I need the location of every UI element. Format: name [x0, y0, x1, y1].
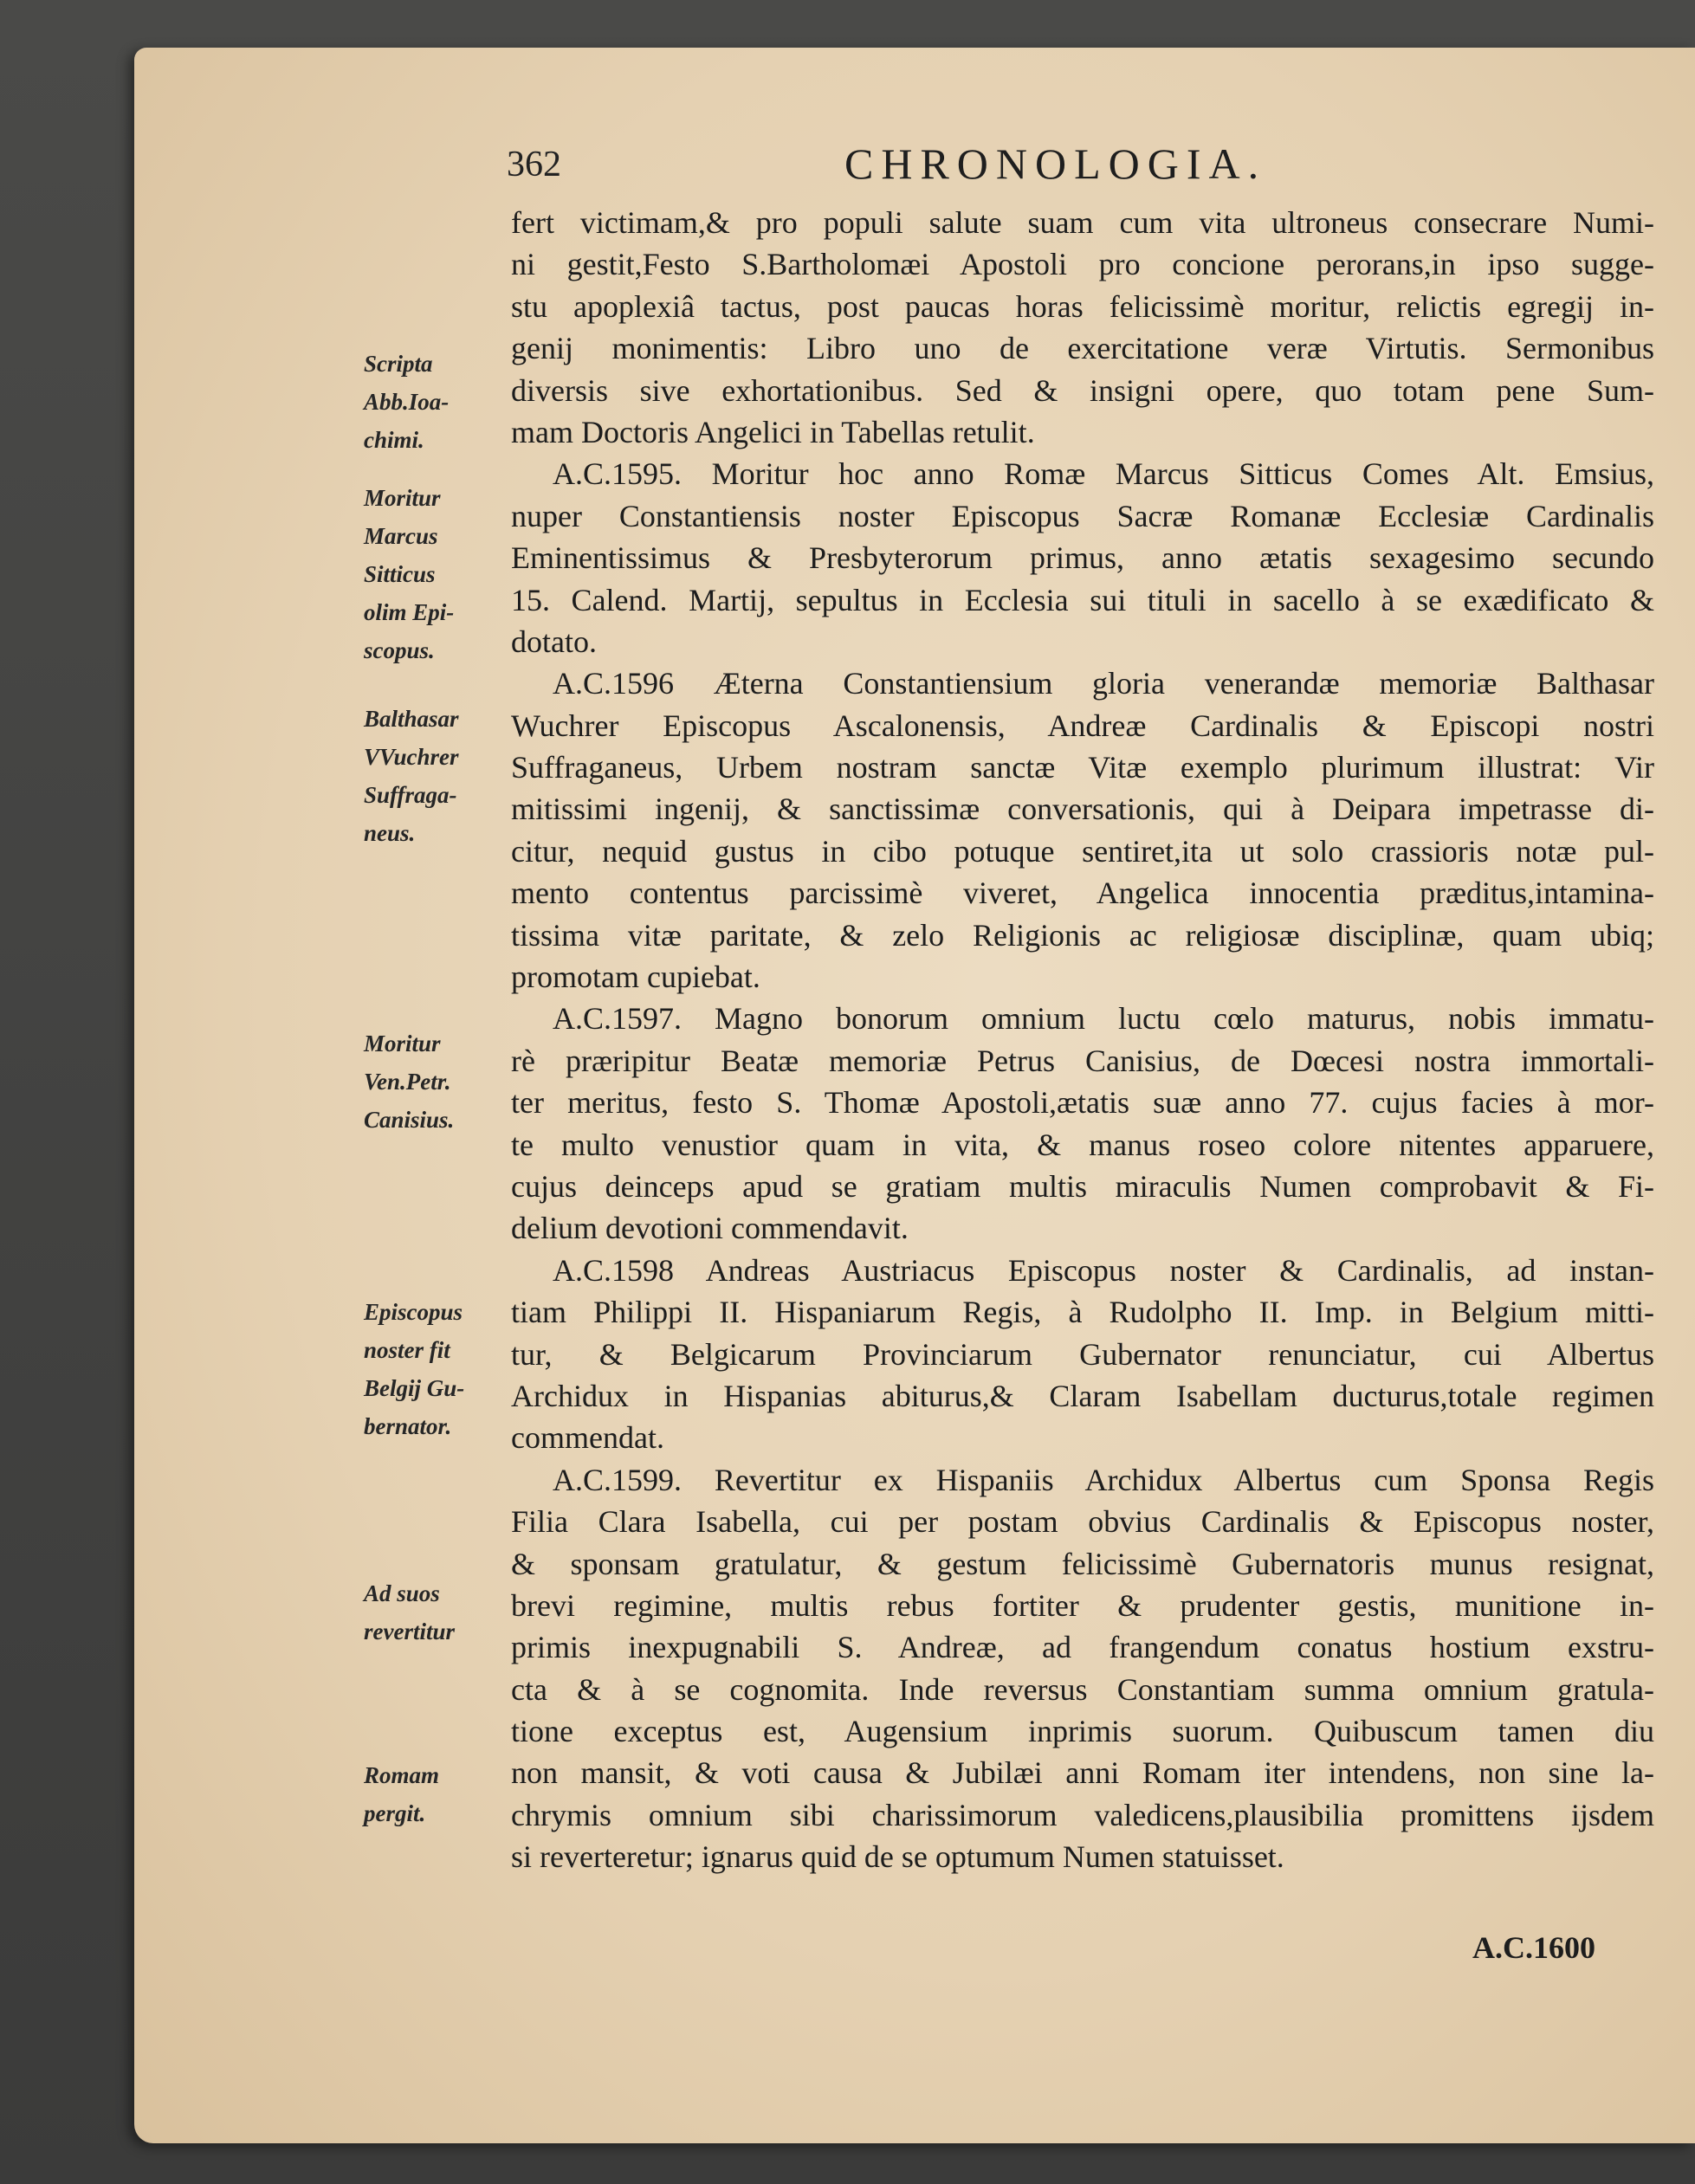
margin-note: Moritur Marcus Sitticus olim Epi- scopus.	[364, 485, 455, 663]
text-line: citur, nequid gustus in cibo potuque sentiret,ita ut solo crassioris notæ pul-	[511, 833, 1654, 869]
text-line: promotam cupiebat.	[511, 960, 760, 995]
text-line: Archidux in Hispanias abiturus,& Claram Isabellam ducturus,totale regimen	[511, 1378, 1654, 1413]
catchword: A.C.1600	[1472, 1930, 1595, 1965]
text-line: & sponsam gratulatur, & gestum felicissimè Gubernatoris munus resignat,	[511, 1546, 1654, 1581]
text-line: 15. Calend. Martij, sepultus in Ecclesia sui tituli in sacello à se exædificato &	[511, 582, 1654, 617]
body-text	[511, 202, 1654, 1878]
text-line: Wuchrer Episcopus Ascalonensis, Andreæ Cardinalis & Episcopi nostri	[511, 708, 1654, 743]
text-line: ni gestit,Festo S.Bartholomæi Apostoli pro concione perorans,in ipso sugge-	[511, 247, 1654, 282]
margin-note: Romam pergit.	[364, 1762, 440, 1826]
text-line: tiam Philippi II. Hispaniarum Regis, à Rudolpho II. Imp. in Belgium mitti-	[511, 1295, 1654, 1330]
text-line: cujus deinceps apud se gratiam multis miraculis Numen comprobavit & Fi-	[511, 1168, 1654, 1204]
page-number: 362	[507, 145, 561, 184]
margin-note: Moritur Ven.Petr. Canisius.	[364, 1031, 455, 1133]
text-line: mam Doctoris Angelici in Tabellas retulit.	[511, 414, 1035, 449]
text-line: ter meritus, festo S. Thomæ Apostoli,ætatis suæ anno 77. cujus facies à mor-	[511, 1085, 1654, 1121]
margin-note: Ad suos revertitur	[364, 1580, 455, 1644]
running-head	[507, 139, 1685, 199]
text-line: si reverteretur; ignarus quid de se optumum Numen statuisset.	[511, 1839, 1284, 1875]
text-line: cta & à se cognomita. Inde reversus Constantiam summa omnium gratula-	[511, 1671, 1654, 1707]
text-line: mitissimi ingenij, & sanctissimæ conversationis, qui à Deipara impetrasse di-	[511, 792, 1654, 827]
text-line: stu apoplexiâ tactus, post paucas horas felicissimè moritur, relictis egregij in-	[511, 288, 1654, 324]
text-line: mento contentus parcissimè viveret, Angelica innocentia præditus,intamina-	[511, 876, 1654, 911]
text-line: chrymis omnium sibi charissimorum valedicens,plausibilia promittens ijsdem	[511, 1797, 1654, 1832]
text-line: A.C.1598 Andreas Austriacus Episcopus noster & Cardinalis, ad instan-	[553, 1252, 1654, 1288]
text-line: primis inexpugnabili S. Andreæ, ad frangendum conatus hostium exstru-	[511, 1630, 1654, 1665]
text-line: rè præripitur Beatæ memoriæ Petrus Canisius, de Dœcesi nostra immortali-	[511, 1043, 1654, 1078]
text-line: A.C.1596 Æterna Constantiensium gloria venerandæ memoriæ Balthasar	[553, 666, 1654, 701]
text-line: tione exceptus est, Augensium inprimis suorum. Quibuscum tamen diu	[511, 1714, 1654, 1749]
text-line: te multo venustior quam in vita, & manus roseo colore nitentes apparuere,	[511, 1127, 1654, 1162]
running-title: CHRONOLOGIA.	[844, 139, 1267, 188]
text-line: delium devotioni commendavit.	[511, 1211, 909, 1246]
text-line: brevi regimine, multis rebus fortiter & prudenter gestis, munitione in-	[511, 1587, 1654, 1623]
text-line: Eminentissimus & Presbyterorum primus, anno ætatis sexagesimo secundo	[511, 540, 1654, 576]
text-line: tur, & Belgicarum Provinciarum Gubernator renunciatur, cui Albertus	[511, 1336, 1654, 1372]
text-line: A.C.1599. Revertitur ex Hispaniis Archidux Albertus cum Sponsa Regis	[553, 1462, 1654, 1497]
margin-note: Episcopus noster fit Belgij Gu- bernator.	[364, 1299, 465, 1439]
text-line: Filia Clara Isabella, cui per postam obvius Cardinalis & Episcopus noster,	[511, 1504, 1654, 1540]
text-line: diversis sive exhortationibus. Sed & insigni opere, quo totam pene Sum-	[511, 372, 1654, 408]
margin-note: Balthasar VVuchrer Suffraga- neus.	[364, 706, 459, 846]
margin-note: Scripta Abb.Ioa- chimi.	[364, 351, 450, 453]
text-line: A.C.1595. Moritur hoc anno Romæ Marcus Sitticus Comes Alt. Emsius,	[553, 456, 1654, 492]
text-line: commendat.	[511, 1420, 664, 1456]
text-line: fert victimam,& pro populi salute suam cum vita ultroneus consecrare Numi-	[511, 205, 1654, 240]
text-line: dotato.	[511, 624, 597, 659]
text-line: nuper Constantiensis noster Episcopus Sacræ Romanæ Ecclesiæ Cardinalis	[511, 498, 1654, 533]
text-line: genij monimentis: Libro uno de exercitatione veræ Virtutis. Sermonibus	[511, 331, 1654, 366]
text-line: A.C.1597. Magno bonorum omnium luctu cœlo maturus, nobis immatu-	[553, 1001, 1654, 1037]
text-line: Suffraganeus, Urbem nostram sanctæ Vitæ exemplo plurimum illustrat: Vir	[511, 750, 1654, 785]
text-line: tissima vitæ paritate, & zelo Religionis ac religiosæ disciplinæ, quam ubiq;	[511, 917, 1654, 953]
text-line: non mansit, & voti causa & Jubilæi anni Romam iter intendens, non sine la-	[511, 1755, 1654, 1791]
